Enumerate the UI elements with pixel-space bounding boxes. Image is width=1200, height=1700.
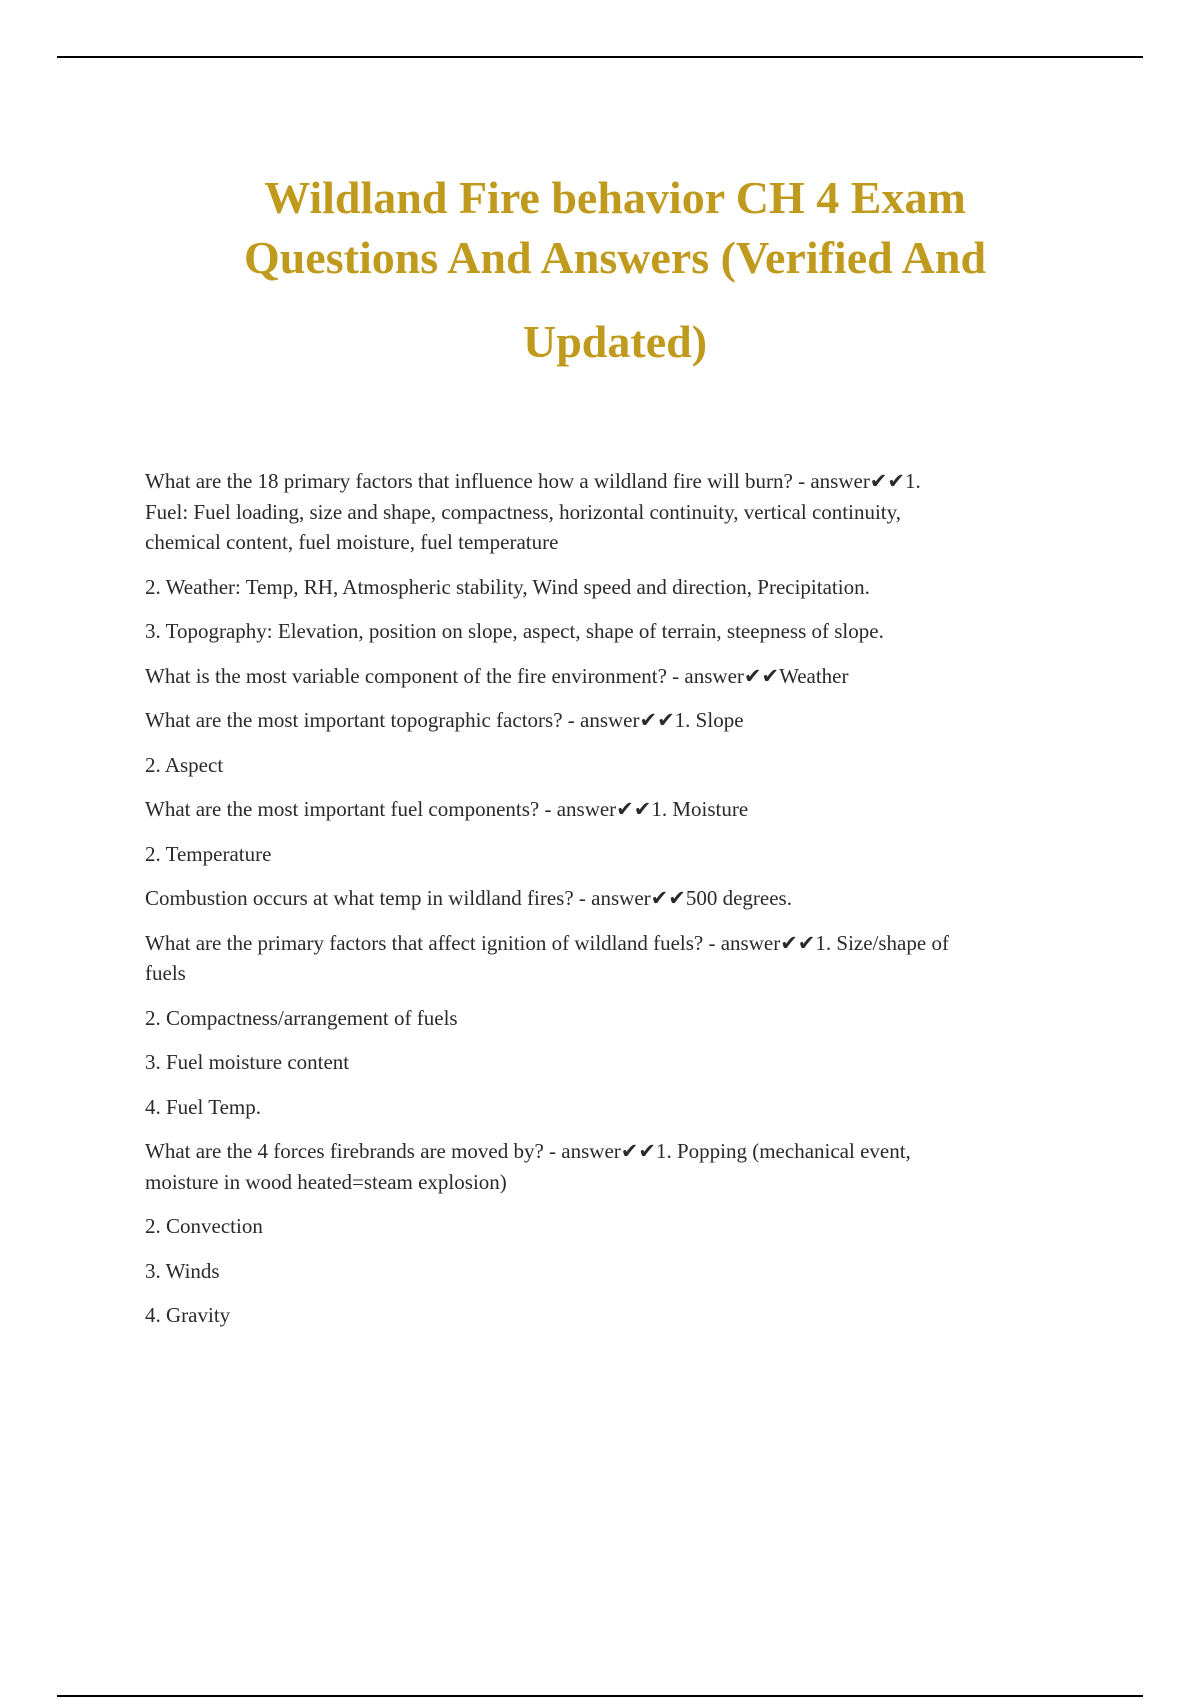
bottom-rule <box>57 1695 1143 1697</box>
paragraph-q7-convection: 2. Convection <box>145 1214 263 1238</box>
title-line-3: Updated) <box>522 316 708 367</box>
paragraph-q7-winds: 3. Winds <box>145 1258 220 1283</box>
paragraph-q3-aspect: 2. Aspect <box>145 752 224 777</box>
paragraph-q6-temp: 4. Fuel Temp. <box>145 1094 261 1119</box>
paragraph-q7: What are the 4 forces firebrands are moved by? - answer✔✔1. Popping (mechanical event, moisture in wood heated=steam explosion) <box>145 1139 911 1194</box>
paragraph-q6-compactness: 2. Compactness/arrangement of fuels <box>145 1005 458 1030</box>
paragraph-q1: What are the 18 primary factors that influence how a wildland fire will burn? - answer✔✔1. Fuel: Fuel loading, size and shape, compactness, horizontal continuity, vertical continuity, chemical content, fuel moisture, fuel temperature <box>145 469 921 554</box>
paragraph-q2: What is the most variable component of the fire environment? - answer✔✔Weather <box>145 663 849 688</box>
document-body <box>145 466 1080 1345</box>
paragraph-q6: What are the primary factors that affect ignition of wildland fuels? - answer✔✔1. Size/shape of fuels <box>145 930 949 985</box>
top-rule <box>57 56 1143 58</box>
paragraph-q3: What are the most important topographic factors? - answer✔✔1. Slope <box>145 708 744 732</box>
paragraph-q4-temperature: 2. Temperature <box>145 841 272 866</box>
paragraph-q5: Combustion occurs at what temp in wildland fires? - answer✔✔500 degrees. <box>145 886 792 910</box>
paragraph-q1-topography: 3. Topography: Elevation, position on slope, aspect, shape of terrain, steepness of slope. <box>145 619 884 643</box>
paragraph-q6-moisture: 3. Fuel moisture content <box>145 1050 350 1074</box>
document-title <box>150 168 1080 372</box>
paragraph-q7-gravity: 4. Gravity <box>145 1303 231 1327</box>
paragraph-q1-weather: 2. Weather: Temp, RH, Atmospheric stability, Wind speed and direction, Precipitation. <box>145 574 870 599</box>
title-line-1: Wildland Fire behavior CH 4 Exam <box>264 172 966 223</box>
paragraph-q4: What are the most important fuel components? - answer✔✔1. Moisture <box>145 797 749 821</box>
title-line-2: Questions And Answers (Verified And <box>243 232 987 283</box>
